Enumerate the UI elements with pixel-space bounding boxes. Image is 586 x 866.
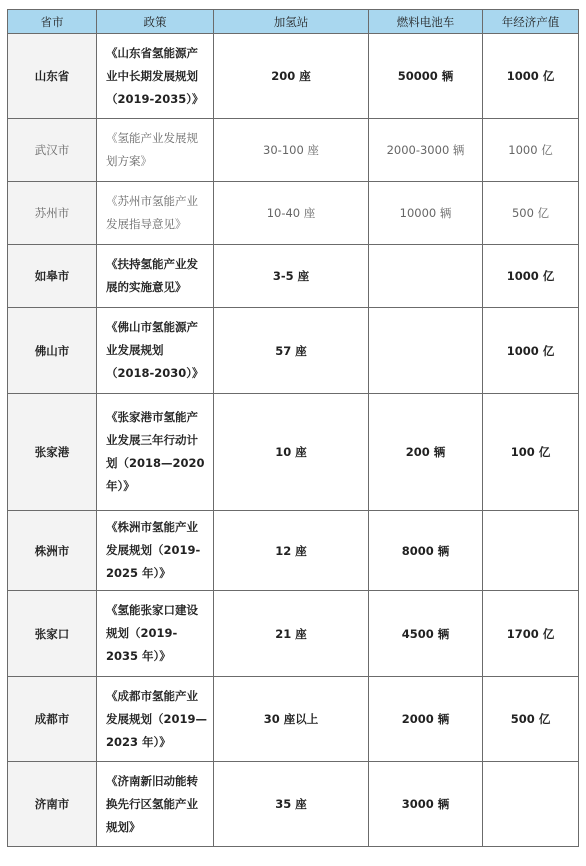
- vehicles-cell: 2000 辆: [369, 677, 483, 762]
- table-row: [8, 591, 579, 677]
- stations-cell: 21 座: [214, 591, 369, 677]
- stations-cell: 30-100 座: [214, 119, 369, 182]
- vehicles-cell: 50000 辆: [369, 34, 483, 119]
- region-cell: 张家口: [8, 591, 97, 677]
- vehicles-cell: 4500 辆: [369, 591, 483, 677]
- vehicles-cell: [369, 308, 483, 394]
- table-row: [8, 245, 579, 308]
- table-row: [8, 677, 579, 762]
- stations-cell: 30 座以上: [214, 677, 369, 762]
- policy-cell: 《成都市氢能产业发展规划（2019—2023 年）》: [97, 677, 214, 762]
- header-vehicles: 燃料电池车: [369, 10, 483, 34]
- output-cell: 1000 亿: [483, 308, 579, 394]
- stations-cell: 12 座: [214, 511, 369, 591]
- policy-cell: 《山东省氢能源产业中长期发展规划（2019-2035）》: [97, 34, 214, 119]
- stations-cell: 57 座: [214, 308, 369, 394]
- table-row: [8, 182, 579, 245]
- output-cell: [483, 511, 579, 591]
- policy-cell: 《株洲市氢能产业发展规划（2019-2025 年）》: [97, 511, 214, 591]
- vehicles-cell: 2000-3000 辆: [369, 119, 483, 182]
- region-cell: 如皋市: [8, 245, 97, 308]
- region-cell: 成都市: [8, 677, 97, 762]
- vehicles-cell: 200 辆: [369, 394, 483, 511]
- policy-cell: 《扶持氢能产业发展的实施意见》: [97, 245, 214, 308]
- region-cell: 武汉市: [8, 119, 97, 182]
- table-row: [8, 762, 579, 847]
- table-row: [8, 511, 579, 591]
- policy-cell: 《氢能产业发展规划方案》: [97, 119, 214, 182]
- vehicles-cell: [369, 245, 483, 308]
- stations-cell: 35 座: [214, 762, 369, 847]
- policy-cell: 《氢能张家口建设规划（2019-2035 年）》: [97, 591, 214, 677]
- output-cell: 1000 亿: [483, 119, 579, 182]
- policy-cell: 《张家港市氢能产业发展三年行动计划（2018—2020 年）》: [97, 394, 214, 511]
- vehicles-cell: 10000 辆: [369, 182, 483, 245]
- table-row: [8, 308, 579, 394]
- output-cell: 500 亿: [483, 182, 579, 245]
- policy-cell: 《济南新旧动能转换先行区氢能产业规划》: [97, 762, 214, 847]
- stations-cell: 3-5 座: [214, 245, 369, 308]
- region-cell: 苏州市: [8, 182, 97, 245]
- header-output: 年经济产值: [483, 10, 579, 34]
- header-policy: 政策: [97, 10, 214, 34]
- stations-cell: 10 座: [214, 394, 369, 511]
- region-cell: 佛山市: [8, 308, 97, 394]
- table-row: [8, 394, 579, 511]
- output-cell: 1000 亿: [483, 34, 579, 119]
- table-row: [8, 34, 579, 119]
- stations-cell: 10-40 座: [214, 182, 369, 245]
- header-region: 省市: [8, 10, 97, 34]
- output-cell: 1000 亿: [483, 245, 579, 308]
- stations-cell: 200 座: [214, 34, 369, 119]
- vehicles-cell: 3000 辆: [369, 762, 483, 847]
- header-stations: 加氢站: [214, 10, 369, 34]
- policy-table: [7, 9, 579, 847]
- output-cell: 1700 亿: [483, 591, 579, 677]
- region-cell: 株洲市: [8, 511, 97, 591]
- region-cell: 张家港: [8, 394, 97, 511]
- header-row: [8, 10, 579, 34]
- policy-cell: 《佛山市氢能源产业发展规划（2018-2030）》: [97, 308, 214, 394]
- policy-cell: 《苏州市氢能产业发展指导意见》: [97, 182, 214, 245]
- output-cell: 100 亿: [483, 394, 579, 511]
- region-cell: 山东省: [8, 34, 97, 119]
- table-row: [8, 119, 579, 182]
- output-cell: [483, 762, 579, 847]
- vehicles-cell: 8000 辆: [369, 511, 483, 591]
- output-cell: 500 亿: [483, 677, 579, 762]
- region-cell: 济南市: [8, 762, 97, 847]
